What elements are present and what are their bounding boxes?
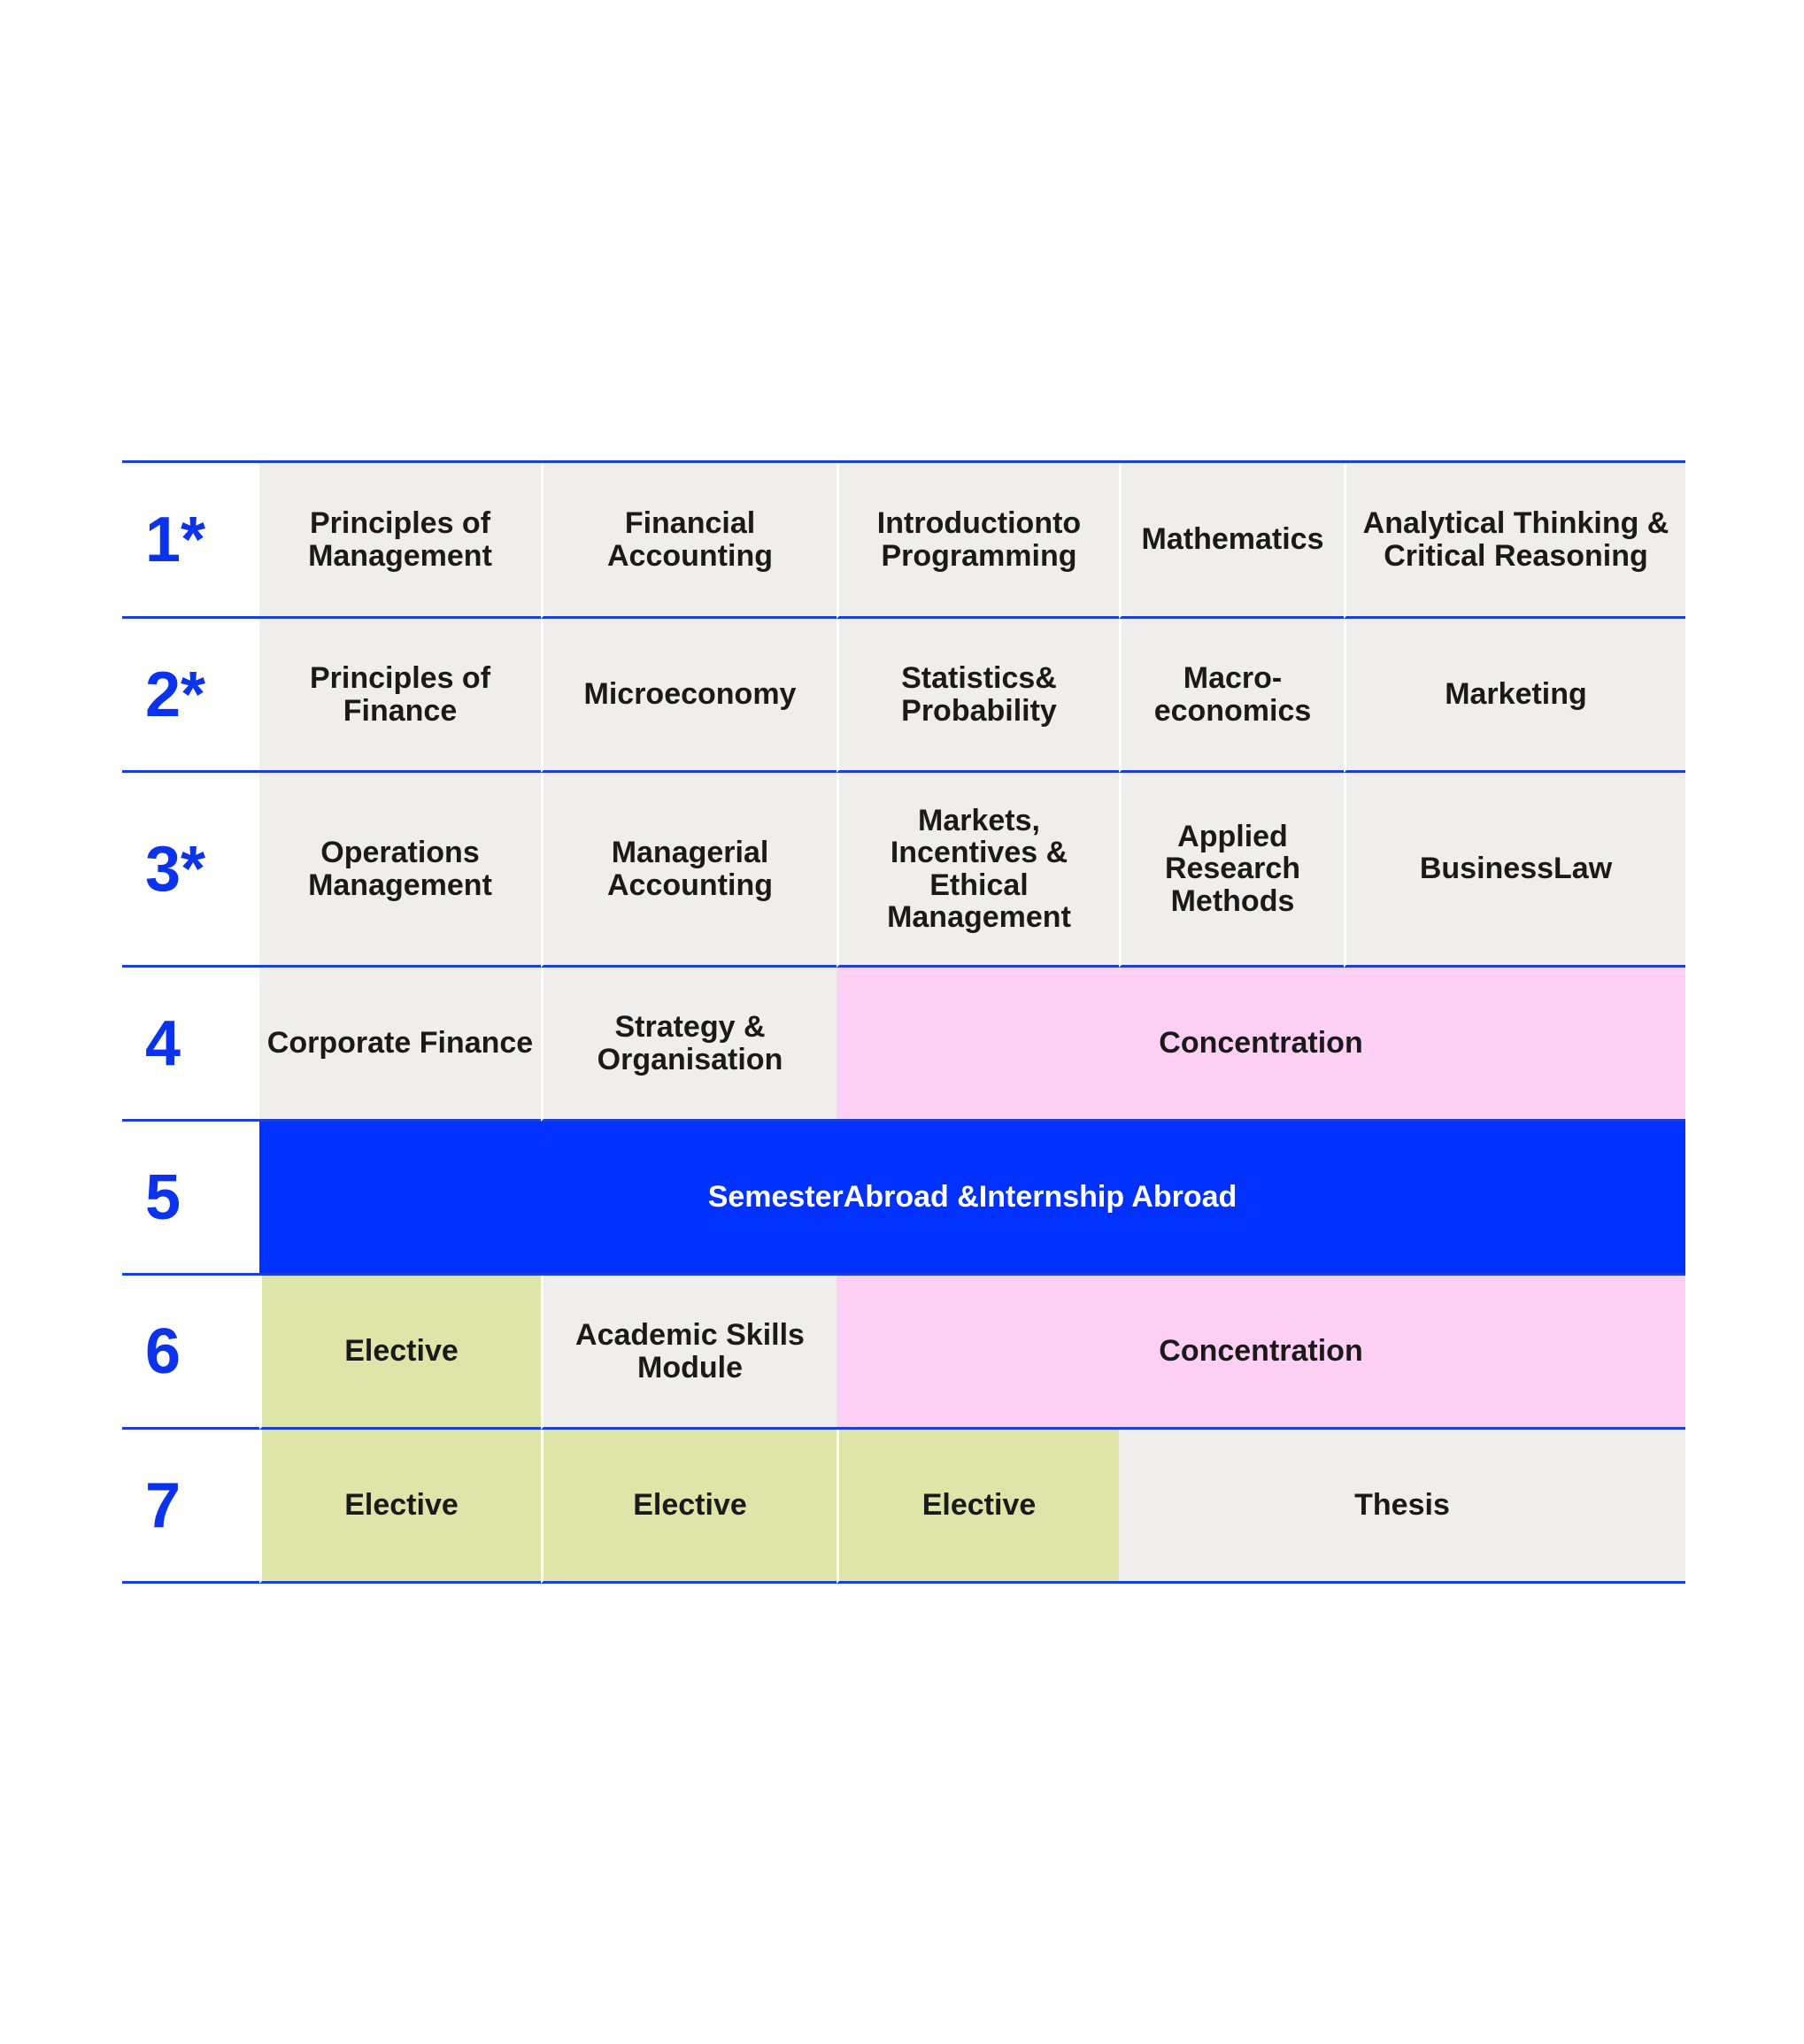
semester-number: 2* [122, 619, 259, 773]
semester-number: 3* [122, 773, 259, 968]
course-cell: Microeconomy [541, 619, 836, 773]
semester-number: 1* [122, 463, 259, 619]
semester-number: 6 [122, 1276, 259, 1430]
semester-number: 7 [122, 1430, 259, 1584]
elective-cell: Elective [259, 1430, 541, 1584]
concentration-block: Concentration [836, 968, 1685, 1122]
course-cell: Operations Management [259, 773, 541, 968]
semester-abroad-block: SemesterAbroad &Internship Abroad [259, 1122, 1685, 1276]
course-cell: Markets, Incentives & Ethical Management [836, 773, 1119, 968]
curriculum-table [122, 460, 1685, 1584]
course-cell: Marketing [1344, 619, 1685, 773]
course-cell: Applied Research Methods [1119, 773, 1344, 968]
course-cell: Managerial Accounting [541, 773, 836, 968]
course-cell: Introductionto Programming [836, 463, 1119, 619]
course-cell: Strategy & Organisation [541, 968, 836, 1122]
elective-cell: Elective [541, 1430, 836, 1584]
course-cell: BusinessLaw [1344, 773, 1685, 968]
course-cell: Financial Accounting [541, 463, 836, 619]
course-cell: Statistics& Probability [836, 619, 1119, 773]
course-cell: Corporate Finance [259, 968, 541, 1122]
course-cell: Principles of Management [259, 463, 541, 619]
semester-number: 5 [122, 1122, 259, 1276]
concentration-block: Concentration [836, 1276, 1685, 1430]
elective-cell: Elective [259, 1276, 541, 1430]
course-cell: Mathematics [1119, 463, 1344, 619]
elective-cell: Elective [836, 1430, 1119, 1584]
course-cell: Macro- economics [1119, 619, 1344, 773]
thesis-block: Thesis [1119, 1430, 1685, 1584]
course-cell: Analytical Thinking & Critical Reasoning [1344, 463, 1685, 619]
course-cell: Academic Skills Module [541, 1276, 836, 1430]
course-cell: Principles of Finance [259, 619, 541, 773]
semester-number: 4 [122, 968, 259, 1122]
